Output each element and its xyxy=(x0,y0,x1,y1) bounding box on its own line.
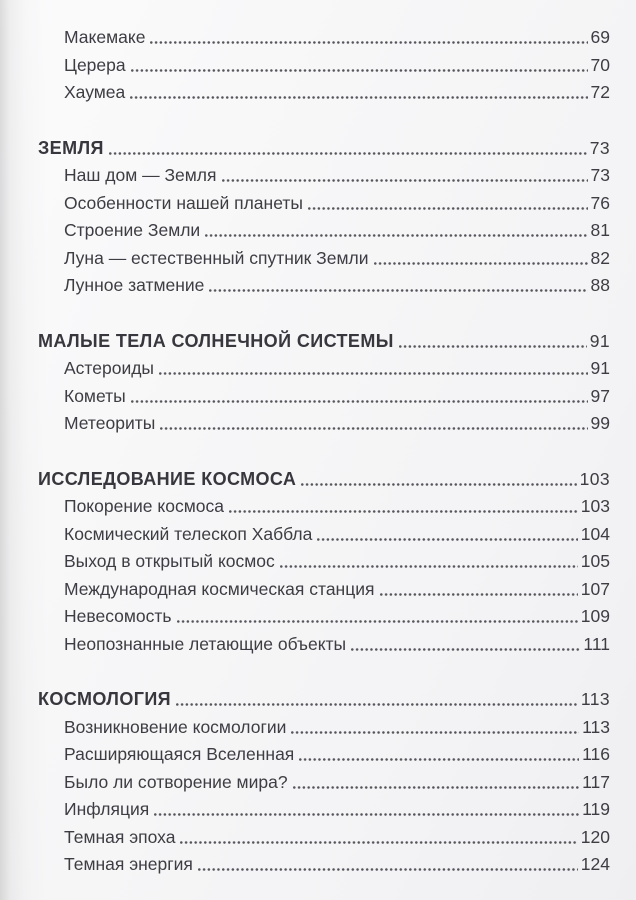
dot-leader xyxy=(374,262,588,265)
toc-entry xyxy=(38,576,610,604)
toc-entry-label: Хаумеа xyxy=(64,82,126,102)
toc-entry-page-number: 73 xyxy=(590,165,610,185)
toc-entry-label: Луна — естественный спутник Земли xyxy=(64,247,369,268)
toc-entry xyxy=(38,548,610,576)
dot-leader xyxy=(222,179,588,182)
toc-entry-label: Астероиды xyxy=(64,358,155,378)
toc-entry-page-number: 82 xyxy=(590,247,610,268)
toc-entry-page-number: 119 xyxy=(582,799,610,819)
dot-leader xyxy=(293,786,580,789)
toc-section-entry xyxy=(38,328,610,356)
dot-leader xyxy=(229,510,578,513)
toc-entry-label: Наш дом — Земля xyxy=(64,165,217,185)
dot-leader xyxy=(351,648,580,651)
toc-entry-label: Инфляция xyxy=(64,799,150,819)
toc-entry xyxy=(38,24,610,52)
toc-entry-page-number: 73 xyxy=(589,137,610,158)
toc-entry-label: Лунное затмение xyxy=(64,275,205,295)
toc-entry-label: Неопознанные летающие объекты xyxy=(64,633,347,654)
dot-leader xyxy=(176,703,578,706)
dot-leader xyxy=(280,565,578,568)
toc-entry-label: Покорение космоса xyxy=(64,496,224,516)
toc-entry-page-number: 117 xyxy=(582,771,610,792)
dot-leader xyxy=(130,96,587,99)
dot-leader xyxy=(291,731,579,734)
dot-leader xyxy=(299,758,579,761)
toc-entry xyxy=(38,631,610,659)
toc-entry xyxy=(38,603,610,631)
toc-entry xyxy=(38,769,610,797)
toc-entry-page-number: 109 xyxy=(580,606,610,626)
dot-leader xyxy=(131,400,588,403)
dot-leader xyxy=(159,372,588,375)
toc-entry-page-number: 120 xyxy=(580,826,610,847)
toc-entry xyxy=(38,521,610,549)
toc-entry xyxy=(38,272,610,300)
toc-entry xyxy=(38,824,610,852)
toc-entry xyxy=(38,714,610,742)
toc-entry-label: МАЛЫЕ ТЕЛА СОЛНЕЧНОЙ СИСТЕМЫ xyxy=(38,330,394,351)
toc-entry-page-number: 72 xyxy=(590,82,610,102)
toc-entry-label: Расширяющаяся Вселенная xyxy=(64,744,295,764)
toc-entry-page-number: 113 xyxy=(582,716,610,737)
toc-entry-label: Церера xyxy=(64,54,126,75)
toc-section-entry xyxy=(38,686,610,714)
toc-entry xyxy=(38,493,610,521)
toc-entry xyxy=(38,796,610,824)
toc-entry-label: Темная эпоха xyxy=(64,826,176,847)
toc-entry-label: Международная космическая станция xyxy=(64,578,375,599)
toc-entry-label: Невесомость xyxy=(64,606,172,626)
toc-entry-label: Выход в открытый космос xyxy=(64,551,275,571)
toc-entry-label: Макемаке xyxy=(64,27,146,47)
toc-entry-page-number: 105 xyxy=(580,551,610,571)
dot-leader xyxy=(198,868,578,871)
dot-leader xyxy=(180,841,577,844)
toc-entry-page-number: 116 xyxy=(582,744,610,764)
toc-entry-page-number: 88 xyxy=(590,275,610,295)
toc-entry xyxy=(38,79,610,107)
toc-entry-page-number: 97 xyxy=(590,385,610,406)
toc-entry xyxy=(38,355,610,383)
toc-entry-page-number: 69 xyxy=(590,27,610,47)
toc-entry-page-number: 107 xyxy=(580,578,610,599)
toc-entry xyxy=(38,851,610,879)
dot-leader xyxy=(209,289,587,292)
toc-entry-label: Было ли сотворение мира? xyxy=(64,771,288,792)
toc-entry-label: Строение Земли xyxy=(64,220,201,240)
toc-entry-page-number: 104 xyxy=(580,523,610,544)
dot-leader xyxy=(205,234,587,237)
toc-entry-page-number: 103 xyxy=(580,496,610,516)
toc-entry-label: КОСМОЛОГИЯ xyxy=(38,689,172,709)
toc-entry-label: ЗЕМЛЯ xyxy=(38,137,104,158)
toc-entry-label: Особенности нашей планеты xyxy=(64,192,303,213)
toc-entry xyxy=(38,217,610,245)
toc-entry-label: Темная энергия xyxy=(64,854,193,874)
toc-entry-label: Возникновение космологии xyxy=(64,716,287,737)
toc-entry-page-number: 91 xyxy=(589,330,610,351)
dot-leader xyxy=(154,813,579,816)
toc-entry xyxy=(38,410,610,438)
dot-leader xyxy=(301,483,576,486)
toc-entry-page-number: 70 xyxy=(590,54,610,75)
toc-entry-page-number: 76 xyxy=(590,192,610,213)
toc-entry-page-number: 111 xyxy=(583,633,610,654)
toc-entry-page-number: 99 xyxy=(590,413,610,433)
toc-entry xyxy=(38,383,610,411)
toc-list xyxy=(38,24,610,879)
dot-leader xyxy=(308,207,588,210)
toc-entry-page-number: 124 xyxy=(580,854,610,874)
toc-entry-page-number: 113 xyxy=(580,689,610,709)
dot-leader xyxy=(177,620,578,623)
toc-entry xyxy=(38,162,610,190)
dot-leader xyxy=(399,345,587,348)
toc-entry xyxy=(38,741,610,769)
dot-leader xyxy=(160,427,587,430)
toc-entry-label: Космический телескоп Хаббла xyxy=(64,523,313,544)
toc-entry xyxy=(38,245,610,273)
dot-leader xyxy=(150,41,587,44)
dot-leader xyxy=(131,69,588,72)
toc-entry-label: Кометы xyxy=(64,385,126,406)
toc-section-entry xyxy=(38,135,610,163)
dot-leader xyxy=(109,152,587,155)
toc-entry xyxy=(38,190,610,218)
toc-section-entry xyxy=(38,466,610,494)
toc-entry-page-number: 81 xyxy=(590,220,610,240)
toc-entry-label: ИССЛЕДОВАНИЕ КОСМОСА xyxy=(38,468,297,489)
toc-entry xyxy=(38,52,610,80)
toc-entry-page-number: 91 xyxy=(590,358,610,378)
toc-entry-page-number: 103 xyxy=(579,468,610,489)
dot-leader xyxy=(380,593,578,596)
dot-leader xyxy=(317,538,577,541)
toc-entry-label: Метеориты xyxy=(64,413,156,433)
